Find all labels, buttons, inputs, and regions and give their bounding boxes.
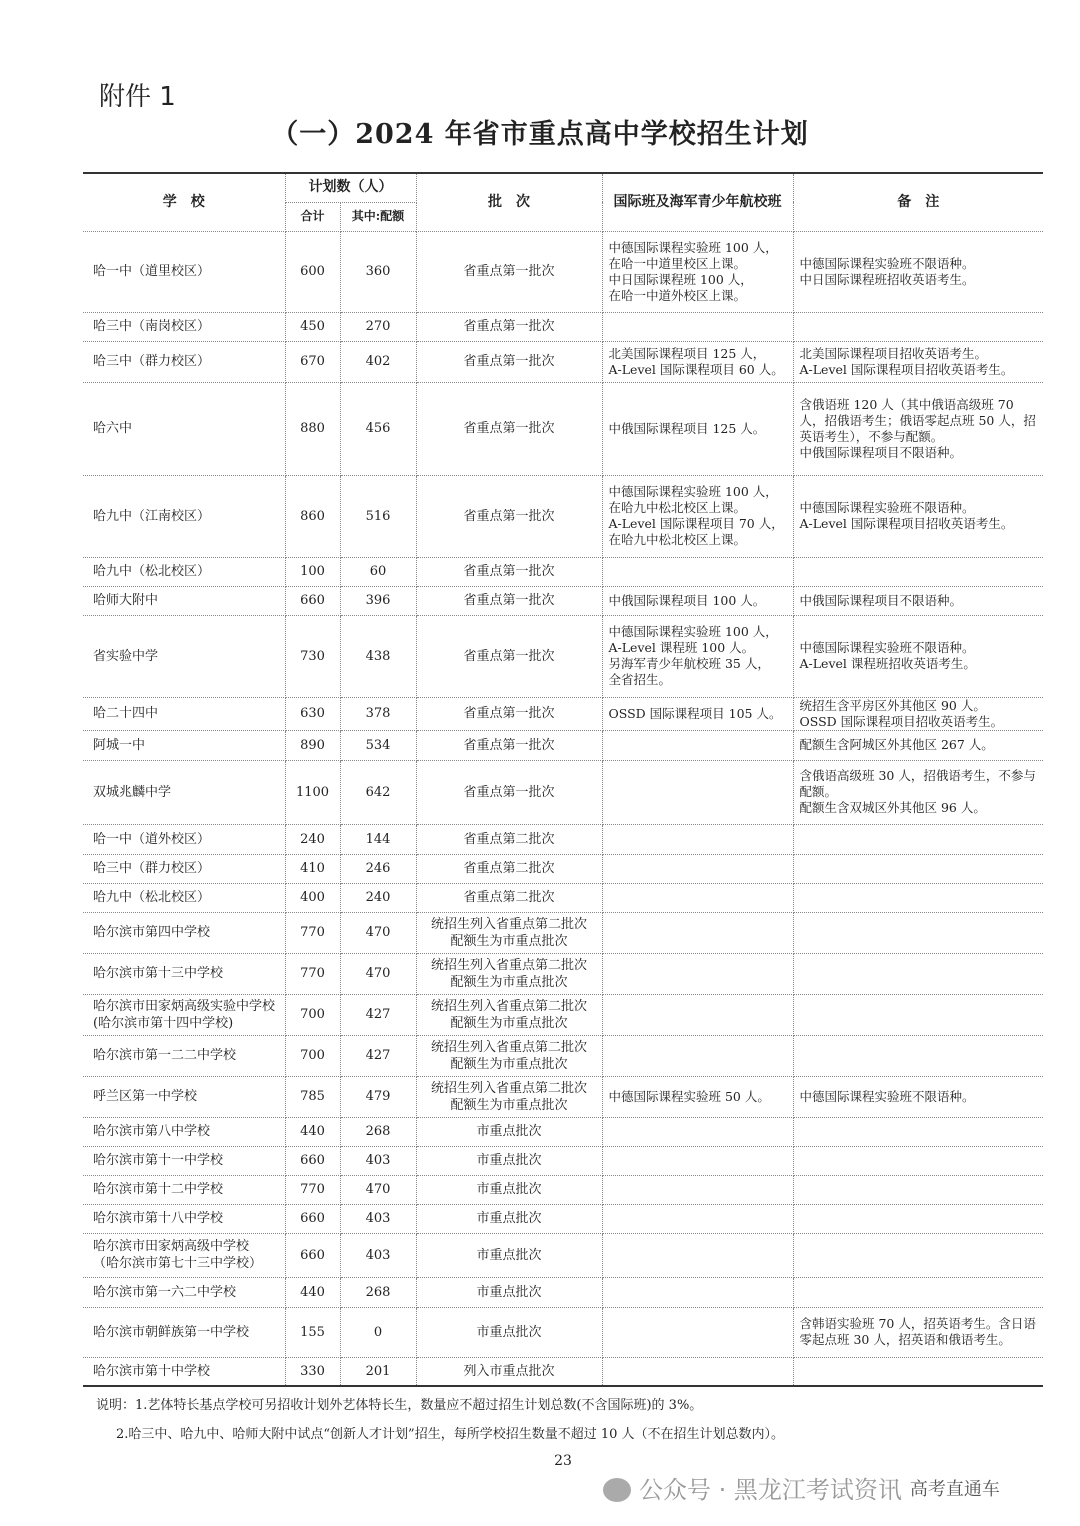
- total-cell: 440: [285, 1117, 340, 1146]
- remark-cell: [793, 1175, 1043, 1204]
- quota-cell: 403: [340, 1146, 416, 1175]
- school-cell: 哈三中（群力校区）: [83, 854, 285, 883]
- total-cell: 100: [285, 557, 340, 586]
- remark-cell: [793, 1233, 1043, 1277]
- remark-cell: [793, 883, 1043, 912]
- intl-cell: [602, 730, 793, 760]
- remark-cell: 含俄语高级班 30 人，招俄语考生，不参与配额。 配额生含双城区外其他区 96 人。: [793, 760, 1043, 824]
- total-cell: 660: [285, 586, 340, 615]
- total-cell: 660: [285, 1233, 340, 1277]
- intl-cell: 中俄国际课程项目 100 人。: [602, 586, 793, 615]
- table-row: [83, 824, 1043, 854]
- batch-cell: 省重点第二批次: [416, 883, 602, 912]
- quota-cell: 402: [340, 341, 416, 382]
- intl-cell: [602, 1175, 793, 1204]
- intl-cell: [602, 1204, 793, 1233]
- table-row: [83, 1277, 1043, 1307]
- remark-cell: [793, 912, 1043, 953]
- batch-cell: 统招生列入省重点第二批次 配额生为市重点批次: [416, 994, 602, 1035]
- total-cell: 400: [285, 883, 340, 912]
- total-cell: 770: [285, 912, 340, 953]
- remark-cell: 中德国际课程实验班不限语种。 中日国际课程班招收英语考生。: [793, 231, 1043, 312]
- quota-cell: 201: [340, 1357, 416, 1386]
- remark-cell: 中德国际课程实验班不限语种。: [793, 1076, 1043, 1117]
- remark-cell: [793, 953, 1043, 994]
- table-row: [83, 760, 1043, 824]
- intl-cell: [602, 312, 793, 341]
- school-cell: 哈师大附中: [83, 586, 285, 615]
- intl-cell: 中德国际课程实验班 100 人， 在哈一中道里校区上课。 中日国际课程班 100 人， 在哈一中道外校区上课。: [602, 231, 793, 312]
- batch-cell: 省重点第一批次: [416, 231, 602, 312]
- quota-cell: 516: [340, 475, 416, 557]
- remark-cell: 配额生含阿城区外其他区 267 人。: [793, 730, 1043, 760]
- remark-cell: 中俄国际课程项目不限语种。: [793, 586, 1043, 615]
- total-cell: 860: [285, 475, 340, 557]
- total-cell: 700: [285, 994, 340, 1035]
- intl-cell: [602, 912, 793, 953]
- watermark-overlay: 高考直通车: [909, 1479, 1000, 1500]
- quota-cell: 360: [340, 231, 416, 312]
- header-intl: 国际班及海军青少年航校班: [602, 173, 793, 231]
- quota-cell: 470: [340, 1175, 416, 1204]
- school-cell: 哈六中: [83, 382, 285, 475]
- header-remark: 备 注: [793, 173, 1043, 231]
- intl-cell: [602, 883, 793, 912]
- page-title: （一）2024 年省市重点高中学校招生计划: [271, 119, 809, 150]
- intl-cell: [602, 557, 793, 586]
- school-cell: 哈尔滨市第十三中学校: [83, 953, 285, 994]
- intl-cell: OSSD 国际课程项目 105 人。: [602, 697, 793, 730]
- total-cell: 440: [285, 1277, 340, 1307]
- quota-cell: 534: [340, 730, 416, 760]
- intl-cell: [602, 1035, 793, 1076]
- total-cell: 660: [285, 1146, 340, 1175]
- intl-cell: 北美国际课程项目 125 人， A-Level 国际课程项目 60 人。: [602, 341, 793, 382]
- wechat-icon: [603, 1478, 631, 1502]
- remark-cell: 含俄语班 120 人（其中俄语高级班 70 人，招俄语考生；俄语零起点班 50 人，招英语考生），不参与配额。 中俄国际课程项目不限语种。: [793, 382, 1043, 475]
- intl-cell: [602, 994, 793, 1035]
- attachment-label: 附件 1: [99, 82, 176, 112]
- quota-cell: 240: [340, 883, 416, 912]
- school-cell: 哈尔滨市第一六二中学校: [83, 1277, 285, 1307]
- remark-cell: [793, 1357, 1043, 1386]
- table-row: [83, 475, 1043, 557]
- table-row: [83, 1307, 1043, 1357]
- remark-cell: 北美国际课程项目招收英语考生。 A-Level 国际课程项目招收英语考生。: [793, 341, 1043, 382]
- intl-cell: [602, 824, 793, 854]
- watermark: [603, 1475, 1043, 1505]
- table-row: [83, 1175, 1043, 1204]
- school-cell: 哈三中（南岗校区）: [83, 312, 285, 341]
- intl-cell: 中德国际课程实验班 50 人。: [602, 1076, 793, 1117]
- batch-cell: 省重点第二批次: [416, 854, 602, 883]
- table-row: [83, 1076, 1043, 1117]
- total-cell: 890: [285, 730, 340, 760]
- remark-cell: [793, 1146, 1043, 1175]
- intl-cell: [602, 1146, 793, 1175]
- batch-cell: 省重点第一批次: [416, 382, 602, 475]
- school-cell: 哈一中（道外校区）: [83, 824, 285, 854]
- table-row: [83, 697, 1043, 730]
- quota-cell: 396: [340, 586, 416, 615]
- quota-cell: 403: [340, 1204, 416, 1233]
- quota-cell: 470: [340, 912, 416, 953]
- intl-cell: [602, 1117, 793, 1146]
- header-school: 学 校: [83, 173, 285, 231]
- school-cell: 阿城一中: [83, 730, 285, 760]
- quota-cell: 642: [340, 760, 416, 824]
- total-cell: 630: [285, 697, 340, 730]
- quota-cell: 403: [340, 1233, 416, 1277]
- total-cell: 155: [285, 1307, 340, 1357]
- batch-cell: 市重点批次: [416, 1233, 602, 1277]
- intl-cell: [602, 854, 793, 883]
- school-cell: 哈尔滨市第十二中学校: [83, 1175, 285, 1204]
- batch-cell: 市重点批次: [416, 1307, 602, 1357]
- school-cell: 双城兆麟中学: [83, 760, 285, 824]
- table-row: [83, 1233, 1043, 1277]
- batch-cell: 统招生列入省重点第二批次 配额生为市重点批次: [416, 1035, 602, 1076]
- total-cell: 330: [285, 1357, 340, 1386]
- school-cell: 哈九中（松北校区）: [83, 883, 285, 912]
- intl-cell: [602, 953, 793, 994]
- batch-cell: 省重点第一批次: [416, 697, 602, 730]
- watermark-text: 公众号 · 黑龙江考试资讯: [639, 1476, 902, 1504]
- batch-cell: 省重点第一批次: [416, 615, 602, 697]
- table-row: [83, 953, 1043, 994]
- remark-cell: [793, 557, 1043, 586]
- school-cell: 哈尔滨市朝鲜族第一中学校: [83, 1307, 285, 1357]
- total-cell: 1100: [285, 760, 340, 824]
- school-cell: 哈三中（群力校区）: [83, 341, 285, 382]
- school-cell: 哈尔滨市第十中学校: [83, 1357, 285, 1386]
- remark-cell: 统招生含平房区外其他区 90 人。 OSSD 国际课程项目招收英语考生。: [793, 697, 1043, 730]
- quota-cell: 378: [340, 697, 416, 730]
- quota-cell: 427: [340, 994, 416, 1035]
- batch-cell: 市重点批次: [416, 1146, 602, 1175]
- quota-cell: 268: [340, 1117, 416, 1146]
- table-row: [83, 1204, 1043, 1233]
- batch-cell: 省重点第一批次: [416, 586, 602, 615]
- table-row: [83, 883, 1043, 912]
- school-cell: 呼兰区第一中学校: [83, 1076, 285, 1117]
- table-row: [83, 912, 1043, 953]
- school-cell: 哈九中（江南校区）: [83, 475, 285, 557]
- batch-cell: 省重点第一批次: [416, 557, 602, 586]
- school-cell: 哈尔滨市第十一中学校: [83, 1146, 285, 1175]
- remark-cell: 中德国际课程实验班不限语种。 A-Level 课程班招收英语考生。: [793, 615, 1043, 697]
- remark-cell: [793, 1117, 1043, 1146]
- school-cell: 哈尔滨市第十八中学校: [83, 1204, 285, 1233]
- intl-cell: 中德国际课程实验班 100 人， 在哈九中松北校区上课。 A-Level 国际课程项目 70 人， 在哈九中松北校区上课。: [602, 475, 793, 557]
- quota-cell: 479: [340, 1076, 416, 1117]
- remark-cell: [793, 1204, 1043, 1233]
- quota-cell: 268: [340, 1277, 416, 1307]
- school-cell: 省实验中学: [83, 615, 285, 697]
- total-cell: 240: [285, 824, 340, 854]
- table-row: [83, 312, 1043, 341]
- batch-cell: 省重点第二批次: [416, 824, 602, 854]
- table-row: [83, 586, 1043, 615]
- header-total: 合计: [285, 202, 340, 231]
- school-cell: 哈二十四中: [83, 697, 285, 730]
- total-cell: 670: [285, 341, 340, 382]
- batch-cell: 市重点批次: [416, 1204, 602, 1233]
- table-row: [83, 231, 1043, 312]
- batch-cell: 省重点第一批次: [416, 760, 602, 824]
- table-row: [83, 382, 1043, 475]
- header-plan: 计划数（人）: [285, 173, 416, 202]
- note-2: 2.哈三中、哈九中、哈师大附中试点“创新人才计划”招生，每所学校招生数量不超过 10 人（不在招生计划总数内）。: [116, 1427, 785, 1442]
- school-cell: 哈一中（道里校区）: [83, 231, 285, 312]
- table-row: [83, 1357, 1043, 1386]
- batch-cell: 市重点批次: [416, 1175, 602, 1204]
- remark-cell: 中德国际课程实验班不限语种。 A-Level 国际课程项目招收英语考生。: [793, 475, 1043, 557]
- batch-cell: 省重点第一批次: [416, 475, 602, 557]
- remark-cell: [793, 312, 1043, 341]
- intl-cell: [602, 760, 793, 824]
- intl-cell: [602, 1307, 793, 1357]
- total-cell: 660: [285, 1204, 340, 1233]
- batch-cell: 省重点第一批次: [416, 341, 602, 382]
- header-batch: 批 次: [416, 173, 602, 231]
- quota-cell: 470: [340, 953, 416, 994]
- batch-cell: 市重点批次: [416, 1277, 602, 1307]
- notes: [96, 1391, 1043, 1449]
- remark-cell: 含韩语实验班 70 人，招英语考生。含日语零起点班 30 人，招英语和俄语考生。: [793, 1307, 1043, 1357]
- school-cell: 哈尔滨市田家炳高级实验中学校 (哈尔滨市第十四中学校): [83, 994, 285, 1035]
- table-row: [83, 854, 1043, 883]
- table-row: [83, 1117, 1043, 1146]
- enrollment-plan-table: [83, 172, 1043, 1387]
- quota-cell: 60: [340, 557, 416, 586]
- school-cell: 哈尔滨市第八中学校: [83, 1117, 285, 1146]
- intl-cell: [602, 1233, 793, 1277]
- total-cell: 450: [285, 312, 340, 341]
- batch-cell: 统招生列入省重点第二批次 配额生为市重点批次: [416, 953, 602, 994]
- remark-cell: [793, 854, 1043, 883]
- school-cell: 哈九中（松北校区）: [83, 557, 285, 586]
- quota-cell: 456: [340, 382, 416, 475]
- batch-cell: 统招生列入省重点第二批次 配额生为市重点批次: [416, 1076, 602, 1117]
- intl-cell: [602, 1277, 793, 1307]
- total-cell: 600: [285, 231, 340, 312]
- remark-cell: [793, 824, 1043, 854]
- school-cell: 哈尔滨市第一二二中学校: [83, 1035, 285, 1076]
- table-row: [83, 1146, 1043, 1175]
- school-cell: 哈尔滨市田家炳高级中学校 （哈尔滨市第七十三中学校）: [83, 1233, 285, 1277]
- quota-cell: 427: [340, 1035, 416, 1076]
- table-row: [83, 615, 1043, 697]
- quota-cell: 270: [340, 312, 416, 341]
- total-cell: 700: [285, 1035, 340, 1076]
- total-cell: 880: [285, 382, 340, 475]
- total-cell: 770: [285, 953, 340, 994]
- remark-cell: [793, 994, 1043, 1035]
- table-row: [83, 994, 1043, 1035]
- total-cell: 410: [285, 854, 340, 883]
- quota-cell: 144: [340, 824, 416, 854]
- school-cell: 哈尔滨市第四中学校: [83, 912, 285, 953]
- batch-cell: 省重点第一批次: [416, 312, 602, 341]
- page-body: [83, 172, 1043, 1505]
- remark-cell: [793, 1035, 1043, 1076]
- batch-cell: 市重点批次: [416, 1117, 602, 1146]
- total-cell: 785: [285, 1076, 340, 1117]
- intl-cell: 中德国际课程实验班 100 人， A-Level 课程班 100 人。 另海军青少年航校班 35 人， 全省招生。: [602, 615, 793, 697]
- total-cell: 770: [285, 1175, 340, 1204]
- note-1: 说明：1.艺体特长基点学校可另招收计划外艺体特长生，数量应不超过招生计划总数(不含国际班)的 3%。: [96, 1398, 703, 1413]
- table-row: [83, 557, 1043, 586]
- batch-cell: 省重点第一批次: [416, 730, 602, 760]
- quota-cell: 246: [340, 854, 416, 883]
- batch-cell: 列入市重点批次: [416, 1357, 602, 1386]
- remark-cell: [793, 1277, 1043, 1307]
- batch-cell: 统招生列入省重点第二批次 配额生为市重点批次: [416, 912, 602, 953]
- table-row: [83, 341, 1043, 382]
- quota-cell: 0: [340, 1307, 416, 1357]
- table-row: [83, 730, 1043, 760]
- header-quota: 其中:配额: [340, 202, 416, 231]
- quota-cell: 438: [340, 615, 416, 697]
- page-number: 23: [554, 1453, 572, 1469]
- total-cell: 730: [285, 615, 340, 697]
- intl-cell: 中俄国际课程项目 125 人。: [602, 382, 793, 475]
- intl-cell: [602, 1357, 793, 1386]
- table-row: [83, 1035, 1043, 1076]
